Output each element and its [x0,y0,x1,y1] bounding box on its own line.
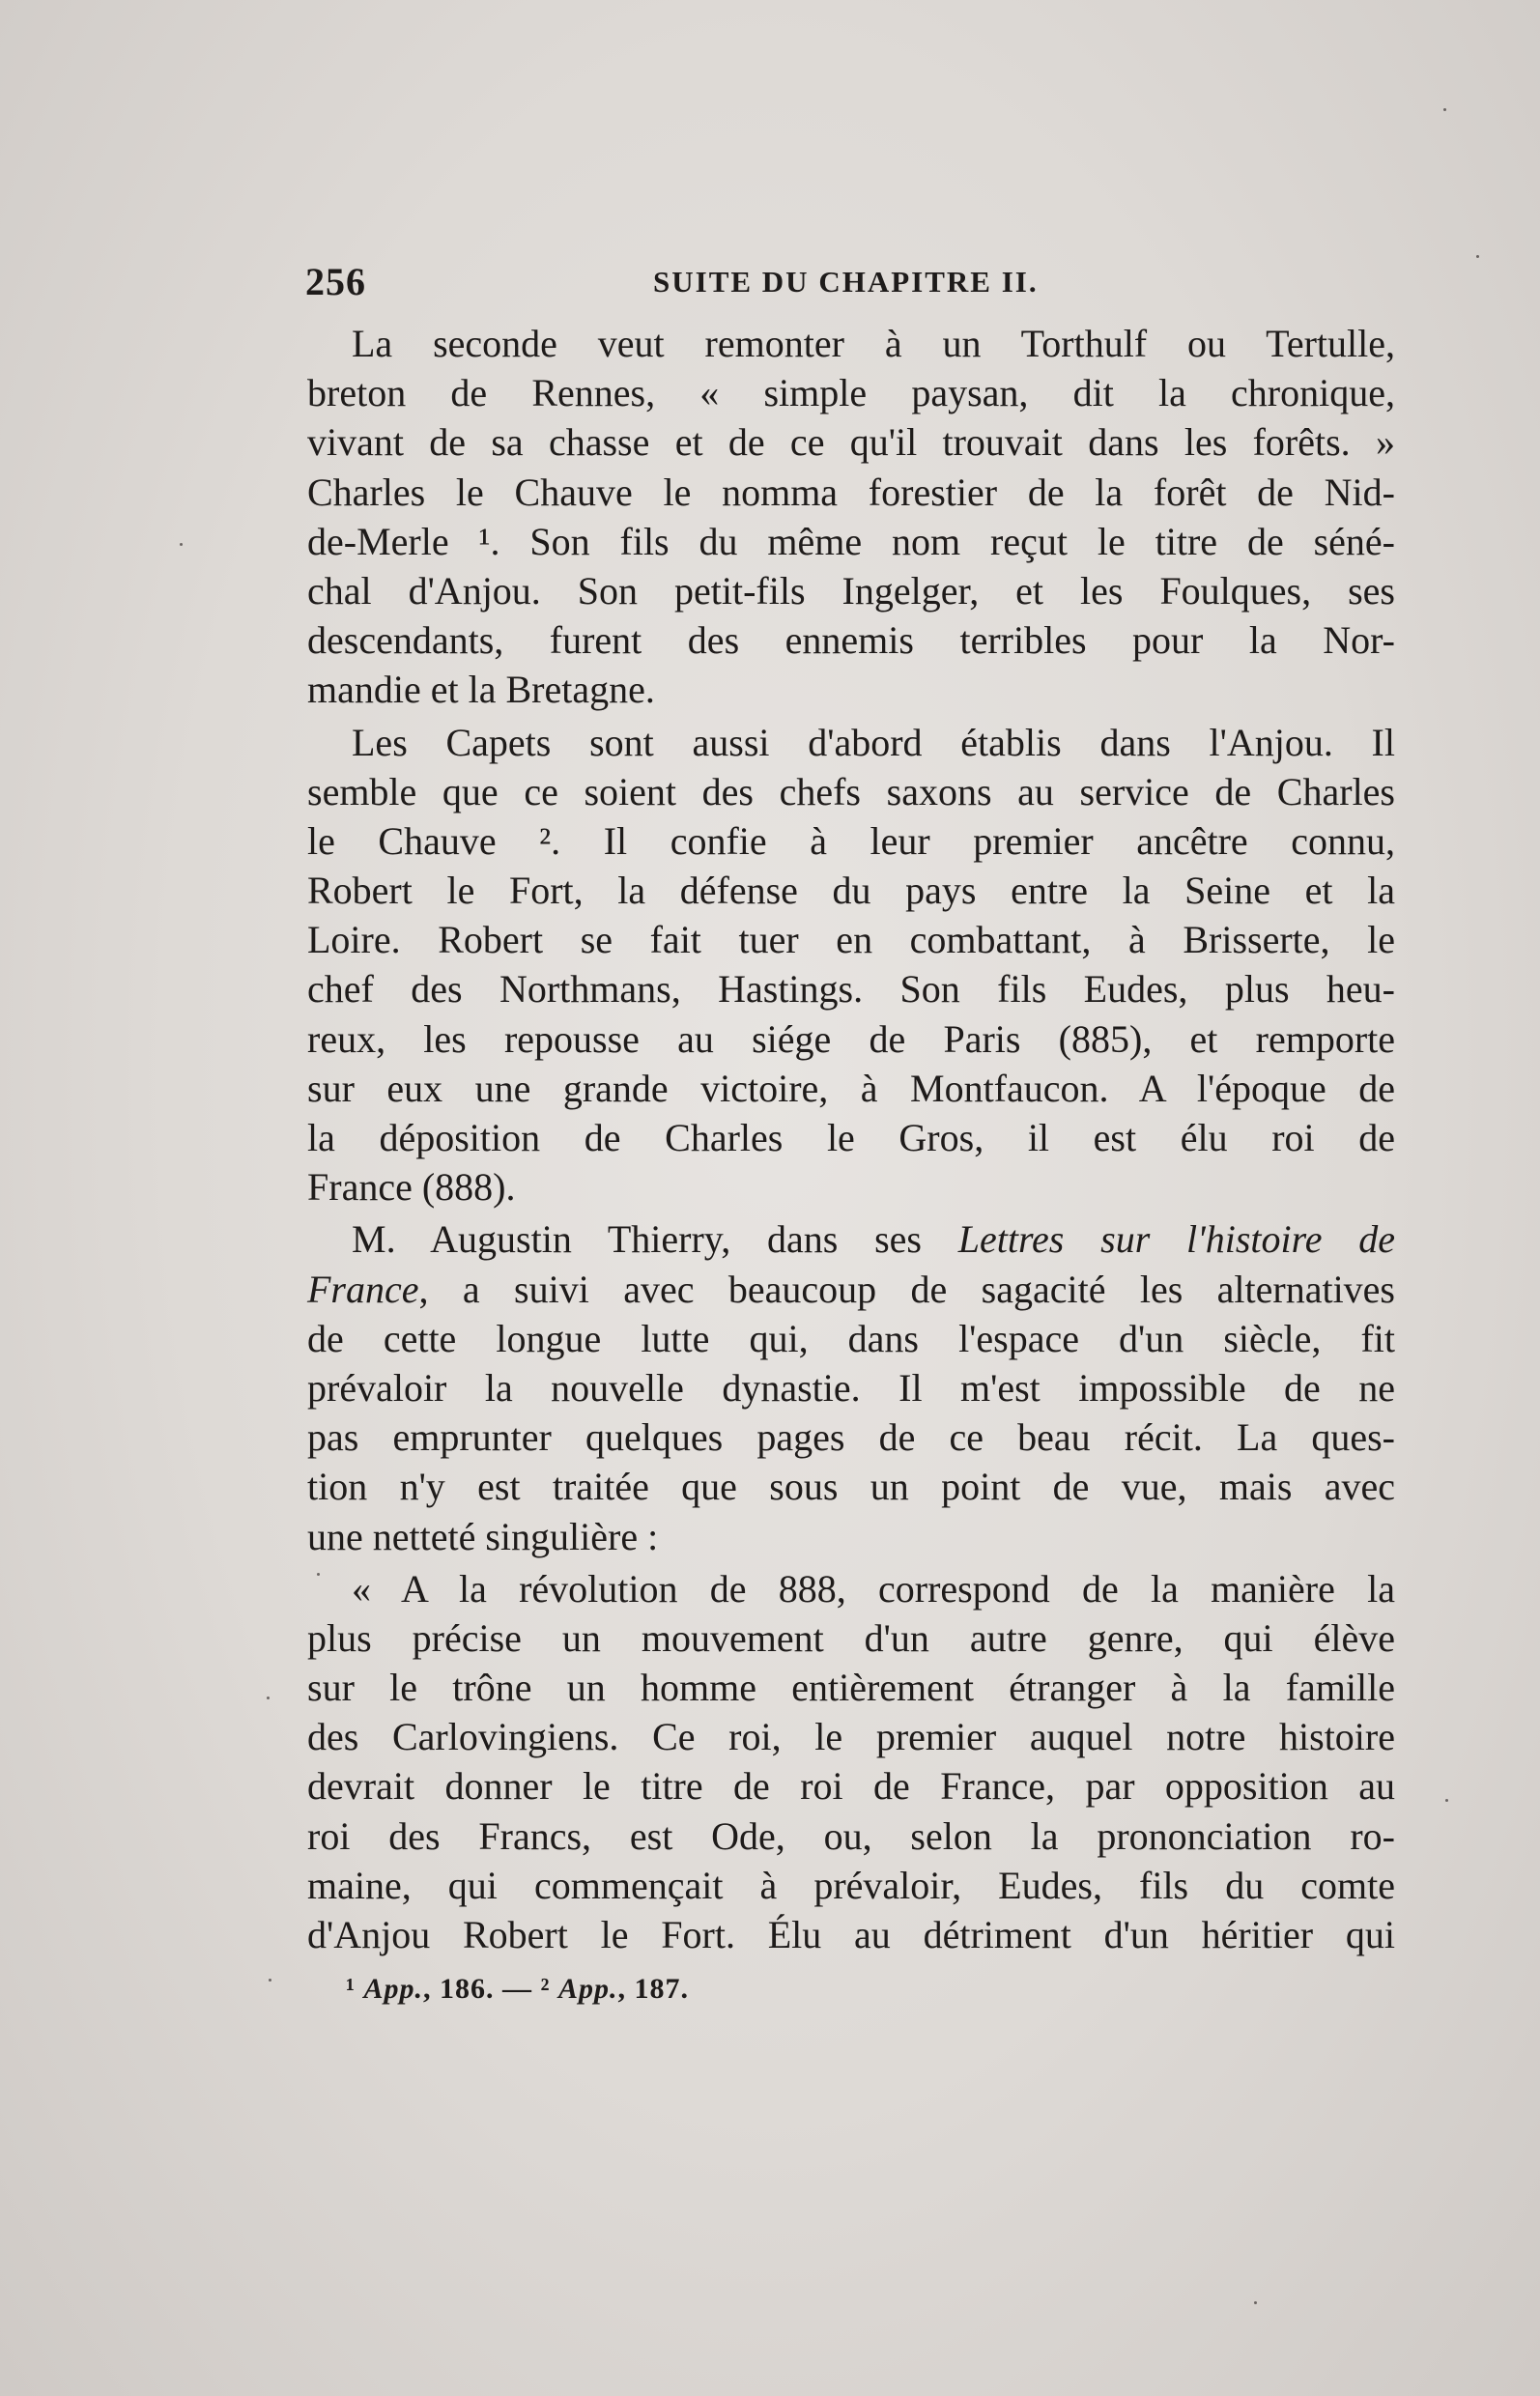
text-line: vivant de sa chasse et de ce qu'il trouvait dans les forêts. » [307,420,1395,465]
paper-speck [267,1697,270,1699]
text-line: descendants, furent des ennemis terribles pour la Nor- [307,618,1395,663]
footnotes [346,1973,689,2006]
text-line-with-title [307,1214,1395,1264]
paper-speck [317,1573,320,1576]
quote-line: maine, qui commençait à prévaloir, Eudes, fils du comte [307,1863,1395,1907]
text-line: France (888). [307,1165,516,1210]
text-line: reux, les repousse au siége de Paris (885), et remporte [307,1016,1395,1061]
quote-line: d'Anjou Robert le Fort. Élu au détriment d'un héritier qui [307,1913,1395,1956]
running-head [305,259,1411,307]
text-line: une netteté singulière : [307,1514,659,1558]
book-title: Lettres sur l'histoire de [957,1217,1395,1262]
text-fragment: , a suivi avec beaucoup de sagacité les alternatives [418,1267,1395,1311]
book-title-continued: France [307,1267,419,1311]
quote-line: des Carlovingiens. Ce roi, le premier auquel notre histoire [307,1715,1395,1759]
paper-speck [1443,108,1446,111]
text-line: Les Capets sont aussi d'abord établis dans l'Anjou. Il [352,720,1395,764]
text-line: tion n'y est traitée que sous un point de vue, mais avec [307,1465,1395,1509]
quote-line: plus précise un mouvement d'un autre genre, qui élève [307,1615,1395,1660]
footnote-marker: ¹ [346,1973,356,2005]
quote-line: roi des Francs, est Ode, ou, selon la prononciation ro- [307,1813,1395,1858]
text-line: mandie et la Bretagne. [307,668,655,712]
footnote-marker: ² [540,1973,551,2005]
text-fragment: M. Augustin Thierry, dans ses [352,1217,958,1262]
text-line: pas emprunter quelques pages de ce beau récit. La ques- [307,1415,1395,1460]
text-line: Robert le Fort, la défense du pays entre la Seine et la [307,869,1395,913]
text-line [307,1265,1395,1314]
text-line: Loire. Robert se fait tuer en combattant, à Brisserte, le [307,918,1395,962]
paper-speck [1445,1799,1448,1802]
quote-line: sur le trône un homme entièrement étranger à la famille [307,1666,1395,1710]
text-line: prévaloir la nouvelle dynastie. Il m'est impossible de ne [307,1365,1395,1410]
footnote-ref: App. [558,1973,618,2005]
footnote-page: , 187. [617,1973,690,2005]
text-line: de-Merle ¹. Son fils du même nom reçut le titre de séné- [307,519,1395,563]
text-line: chef des Northmans, Hastings. Son fils Eudes, plus heu- [307,967,1395,1012]
page-number: 256 [305,260,366,303]
text-line: breton de Rennes, « simple paysan, dit la chronique, [307,371,1395,415]
quote-line: « A la révolution de 888, correspond de la manière la [352,1566,1395,1611]
text-line: le Chauve ². Il confie à leur premier ancêtre connu, [307,818,1395,863]
paper-speck [269,1979,271,1982]
paper-speck [1476,255,1479,258]
footnote-page: , 186. — [423,1973,533,2005]
running-title: SUITE DU CHAPITRE II. [653,265,1039,299]
paper-speck [180,543,183,546]
quote-line: devrait donner le titre de roi de France, par opposition au [307,1764,1395,1809]
footnote-ref: App. [363,1973,424,2005]
text-line: semble que ce soient des chefs saxons au service de Charles [307,769,1395,813]
text-line: Charles le Chauve le nomma forestier de la forêt de Nid- [307,470,1395,514]
text-line: chal d'Anjou. Son petit-fils Ingelger, et les Foulques, ses [307,568,1395,613]
text-line: de cette longue lutte qui, dans l'espace d'un siècle, fit [307,1316,1395,1360]
paper-speck [1254,2301,1257,2304]
text-line: La seconde veut remonter à un Torthulf ou Tertulle, [352,322,1395,365]
text-line: la déposition de Charles le Gros, il est élu roi de [307,1116,1395,1159]
body-text [307,319,1395,1959]
text-line: sur eux une grande victoire, à Montfaucon. A l'époque de [307,1066,1395,1110]
